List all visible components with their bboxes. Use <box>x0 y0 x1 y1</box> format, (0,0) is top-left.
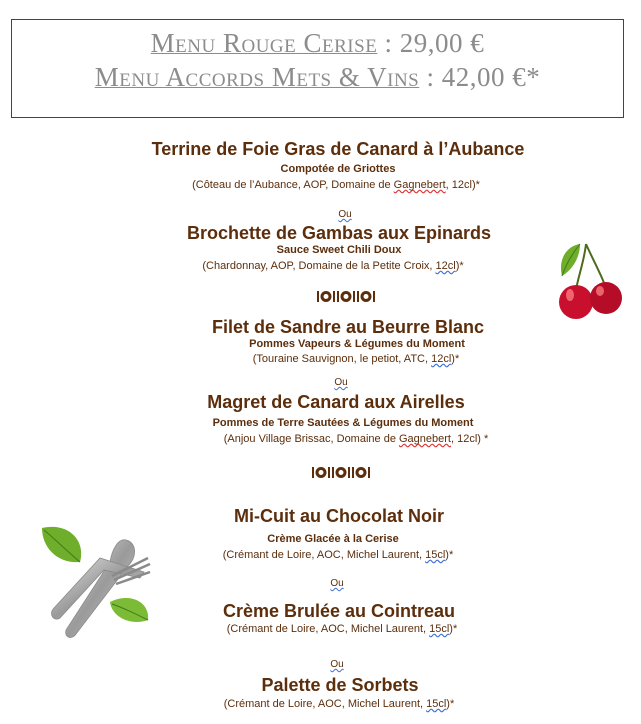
wine-text: )* <box>445 549 454 561</box>
place-setting-separator <box>311 466 371 479</box>
wine-text: 12cl <box>431 353 452 365</box>
wine-text: )* <box>446 698 455 710</box>
wine-text: 15cl <box>429 623 450 635</box>
dish-title: Palette de Sorbets <box>261 675 419 695</box>
wine-pairing <box>202 260 463 272</box>
dish-side: Compotée de Griottes <box>280 163 396 175</box>
wine-pairing <box>192 179 480 191</box>
wine-text: 15cl <box>425 549 446 561</box>
menu-price-accords: : 42,00 €* <box>419 62 541 92</box>
wine-pairing <box>224 698 455 710</box>
wine-text: (Touraine Sauvignon, le petiot, ATC, <box>252 353 432 365</box>
wine-text: )* <box>449 623 458 635</box>
dish-title: Terrine de Foie Gras de Canard à l’Aubance <box>151 139 525 159</box>
dish-title: Magret de Canard aux Airelles <box>207 392 465 412</box>
wine-text: Gagnebert <box>399 433 451 445</box>
menu-price-rouge-cerise: : 29,00 € <box>377 28 485 58</box>
wine-text: (Anjou Village Brissac, Domaine de <box>223 433 399 445</box>
dish-title: Mi-Cuit au Chocolat Noir <box>234 506 444 526</box>
wine-text: (Crémant de Loire, AOC, Michel Laurent, <box>223 698 427 710</box>
wine-text: (Crémant de Loire, AOC, Michel Laurent, <box>226 623 430 635</box>
place-setting-icon <box>311 466 371 479</box>
menu-title-box <box>11 19 624 118</box>
wine-text: (Côteau de l’Aubance, AOP, Domaine de <box>192 179 394 191</box>
dish-title: Crème Brulée au Cointreau <box>222 601 456 621</box>
cutlery-leaf-icon <box>40 522 155 652</box>
or-separator: Ou <box>330 578 344 589</box>
or-separator: Ou <box>334 377 348 388</box>
dish-side: Pommes de Terre Sautées & Légumes du Moment <box>212 417 474 429</box>
menu-title-line-1 <box>12 28 623 59</box>
wine-pairing <box>253 353 459 365</box>
wine-text: )* <box>455 260 464 272</box>
wine-text: , 12cl) * <box>450 433 489 445</box>
wine-text: , 12cl)* <box>445 179 480 191</box>
dish-side: Crème Glacée à la Cerise <box>267 533 399 545</box>
dish-side: Pommes Vapeurs & Légumes du Moment <box>249 338 465 350</box>
or-separator: Ou <box>338 209 352 220</box>
wine-pairing <box>223 549 454 561</box>
menu-title-line-2 <box>12 62 623 93</box>
wine-text: 12cl <box>435 260 456 272</box>
cherry-icon <box>556 232 628 329</box>
menu-name-rouge-cerise: Menu Rouge Cerise <box>150 28 378 58</box>
or-separator: Ou <box>330 659 344 670</box>
wine-text: (Crémant de Loire, AOC, Michel Laurent, <box>222 549 426 561</box>
place-setting-separator <box>316 290 376 303</box>
menu-name-accords: Menu Accords Mets & Vins <box>94 62 420 92</box>
dish-side: Sauce Sweet Chili Doux <box>276 244 402 256</box>
wine-text: Gagnebert <box>393 179 446 191</box>
wine-text: (Chardonnay, AOP, Domaine de la Petite Croix, <box>202 260 436 272</box>
dish-title: Brochette de Gambas aux Epinards <box>186 223 492 243</box>
wine-pairing <box>224 433 489 445</box>
place-setting-icon <box>316 290 376 303</box>
wine-text: 15cl <box>426 698 447 710</box>
wine-text: )* <box>451 353 460 365</box>
dish-title: Filet de Sandre au Beurre Blanc <box>211 317 485 337</box>
wine-pairing <box>227 623 458 635</box>
